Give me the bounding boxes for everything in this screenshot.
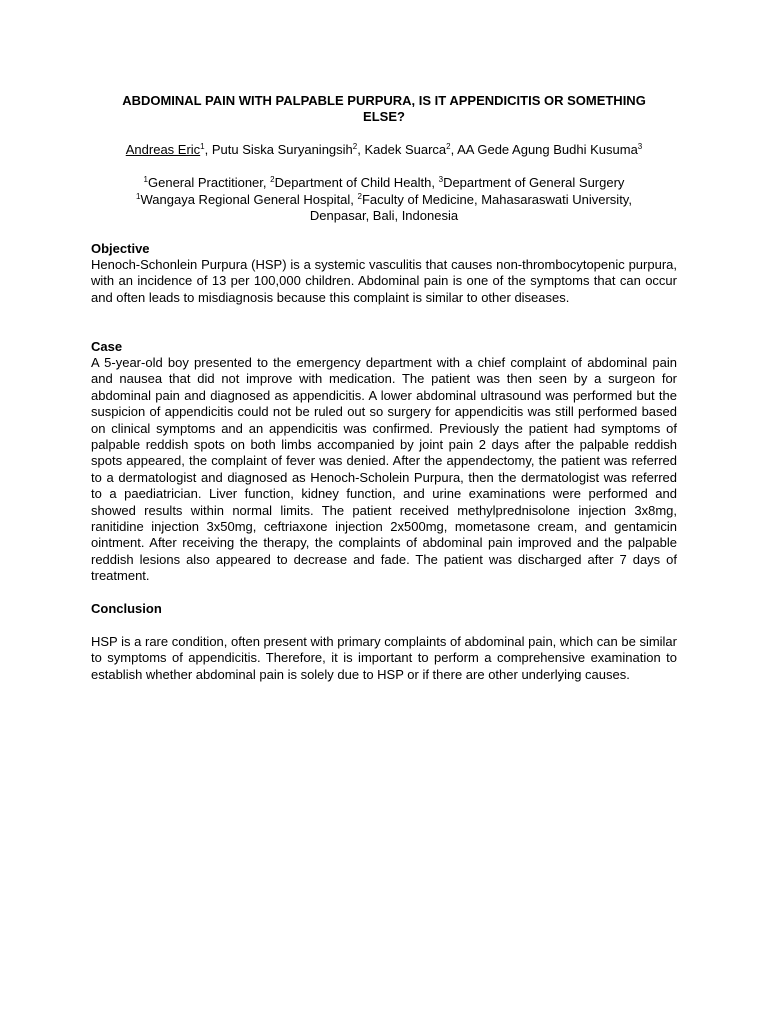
author-name: Andreas Eric	[125, 142, 201, 157]
affiliation-mark: 1	[136, 191, 141, 201]
author-affiliation-mark: 2	[446, 142, 451, 151]
author-affiliation-mark: 3	[637, 142, 643, 151]
author-1	[126, 142, 212, 157]
affiliation-line-1	[91, 175, 677, 192]
affiliation-mark: 2	[270, 175, 275, 184]
author-name: Kadek Suarca	[364, 142, 447, 157]
affiliation-mark: 2	[357, 191, 362, 201]
objective-paragraph: Henoch-Schonlein Purpura (HSP) is a systemic vasculitis that causes non-thrombocytopenic purpura, with an incidence of 13 per 100,000 children. Abdominal pain is one of the symptoms that can occur and often leads to misdiagnosis because this complaint is similar to other diseases.	[91, 257, 677, 305]
author-separator: ,	[357, 142, 365, 157]
affiliation-text: Faculty of Medicine, Mahasaraswati University,	[361, 191, 632, 207]
paper-title	[91, 93, 677, 125]
case-heading: Case	[91, 339, 123, 354]
author-name: Putu Siska Suryaningsih	[211, 142, 353, 157]
affiliation-mark: 1	[143, 175, 148, 184]
conclusion-paragraph: HSP is a rare condition, often present with primary complaints of abdominal pain, which can be similar to symptoms of appendicitis. Therefore, it is important to perform a comprehensive examination to establish whether abdominal pain is solely due to HSP or if there are other underlying causes.	[91, 634, 677, 682]
title-line-2: ELSE?	[363, 109, 405, 124]
author-name: AA Gede Agung Budhi Kusuma	[457, 142, 638, 157]
author-4	[457, 142, 642, 157]
affiliation-text: General Practitioner,	[148, 175, 271, 190]
affiliation-mark: 3	[438, 175, 444, 184]
author-affiliation-mark: 2	[352, 142, 358, 151]
affiliation-line-2	[91, 192, 677, 209]
author-list	[91, 142, 677, 158]
title-line-1: ABDOMINAL PAIN WITH PALPABLE PURPURA, IS IT APPENDICITIS OR SOMETHING	[122, 93, 646, 108]
case-paragraph: A 5-year-old boy presented to the emergency department with a chief complaint of abdominal pain and nausea that did not improve with medication. The patient was then seen by a surgeon for abdominal pain and diagnosed as appendicitis. A lower abdominal ultrasound was performed but the suspicion of appendicitis could not be ruled out so surgery for appendicitis was still performed based on clinical symptoms and an appendicitis was confirmed. Previously the patient had symptoms of palpable reddish spots on both limbs accompanied by joint pain 2 days after the palpable reddish spots appeared, the complaint of fever was denied. After the appendectomy, the patient was referred to a dermatologist and diagnosed as Henoch-Scholein Purpura, then the dermatologist was referred to a paediatrician. Liver function, kidney function, and urine examinations were performed and showed results within normal limits. The patient received methylprednisolone injection 3x8mg, ranitidine injection 3x50mg, ceftriaxone injection 2x500mg, mometasone cream, and gentamicin ointment. After receiving the therapy, the complaints of abdominal pain improved and the palpable reddish lesions also appeared to decrease and fade. The patient was discharged after 7 days of treatment.	[91, 355, 677, 584]
affiliation-text: Wangaya Regional General Hospital,	[140, 191, 358, 207]
author-separator: ,	[450, 142, 458, 157]
affiliations	[91, 175, 677, 225]
conclusion-heading: Conclusion	[91, 601, 162, 616]
affiliation-line-3: Denpasar, Bali, Indonesia	[309, 208, 459, 223]
author-separator: ,	[204, 142, 212, 157]
author-3	[364, 142, 457, 157]
affiliation-text: Department of Child Health,	[274, 175, 439, 190]
author-affiliation-mark: 1	[200, 142, 205, 151]
objective-heading: Objective	[91, 241, 150, 256]
author-2	[212, 142, 365, 157]
affiliation-text: Department of General Surgery	[443, 175, 625, 190]
